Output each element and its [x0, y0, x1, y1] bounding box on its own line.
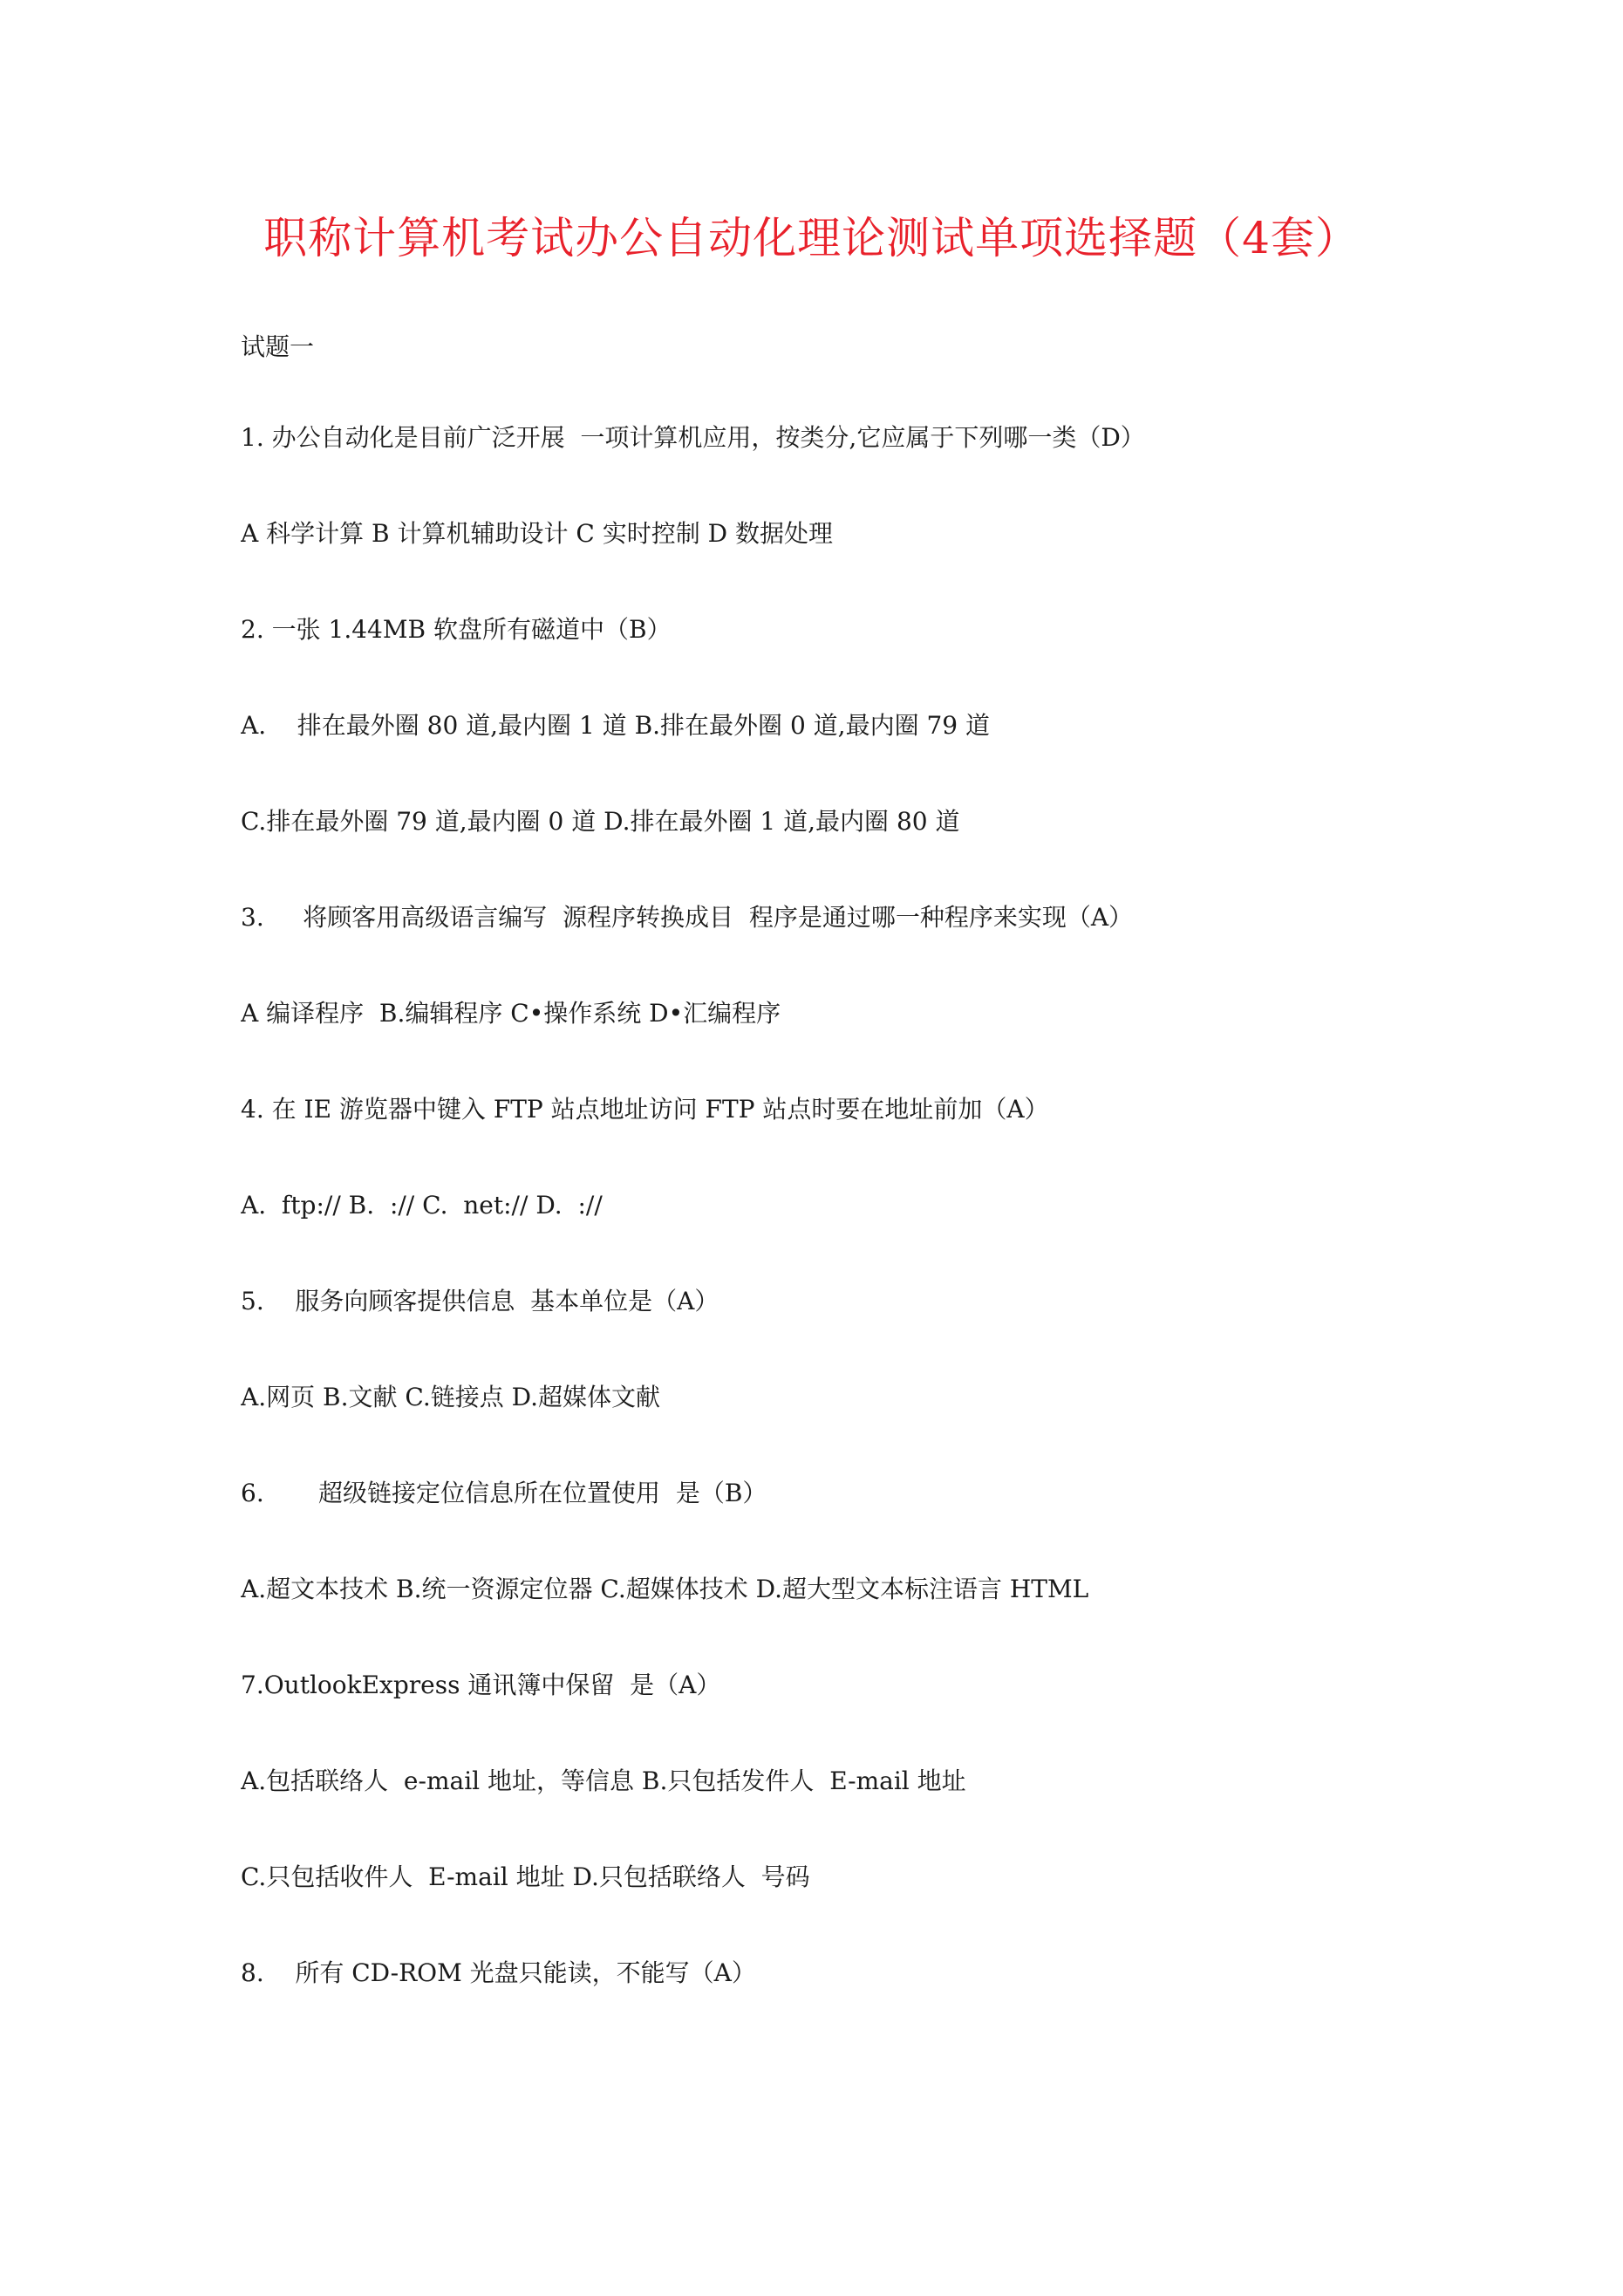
- answer-options-line: A. 排在最外圈 80 道,最内圈 1 道 B.排在最外圈 0 道,最内圈 79 道: [241, 711, 990, 740]
- question-line: 4. 在 IE 游览器中键入 FTP 站点地址访问 FTP 站点时要在地址前加（A）: [241, 1095, 1049, 1124]
- question-list: [241, 420, 1462, 2052]
- question-line: 5. 服务向顾客提供信息 基本单位是（A）: [241, 1287, 719, 1315]
- answer-options-line: A 编译程序 B.编辑程序 C•操作系统 D•汇编程序: [241, 999, 781, 1028]
- question-line: 1. 办公自动化是目前广泛开展 一项计算机应用，按类分,它应属于下列哪一类（D）: [241, 423, 1145, 452]
- question-line: 3. 将顾客用高级语言编写 源程序转换成目 程序是通过哪一种程序来实现（A）: [241, 903, 1134, 932]
- section-label: 试题一: [241, 332, 315, 361]
- question-line: 2. 一张 1.44MB 软盘所有磁道中（B）: [241, 615, 672, 644]
- question-line: 7.OutlookExpress 通讯簿中保留 是（A）: [241, 1671, 721, 1699]
- answer-options-line: A.超文本技术 B.统一资源定位器 C.超媒体技术 D.超大型文本标注语言 HTML: [241, 1575, 1089, 1603]
- question-line: 8. 所有 CD-ROM 光盘只能读，不能写（A）: [241, 1958, 756, 1987]
- answer-options-line: A.包括联络人 e-mail 地址，等信息 B.只包括发件人 E-mail 地址: [241, 1766, 966, 1795]
- answer-options-line: A 科学计算 B 计算机辅助设计 C 实时控制 D 数据处理: [241, 519, 833, 548]
- answer-options-line: A. ftp:// B. :// C. net:// D. ://: [241, 1191, 603, 1220]
- question-line: 6. 超级链接定位信息所在位置使用 是（B）: [241, 1479, 767, 1507]
- answer-options-line: C.排在最外圈 79 道,最内圈 0 道 D.排在最外圈 1 道,最内圈 80 道: [241, 807, 960, 836]
- answer-options-line: A.网页 B.文献 C.链接点 D.超媒体文献: [241, 1383, 660, 1411]
- answer-options-line: C.只包括收件人 E-mail 地址 D.只包括联络人 号码: [241, 1862, 810, 1891]
- document-title: 职称计算机考试办公自动化理论测试单项选择题（4套）: [263, 213, 1360, 263]
